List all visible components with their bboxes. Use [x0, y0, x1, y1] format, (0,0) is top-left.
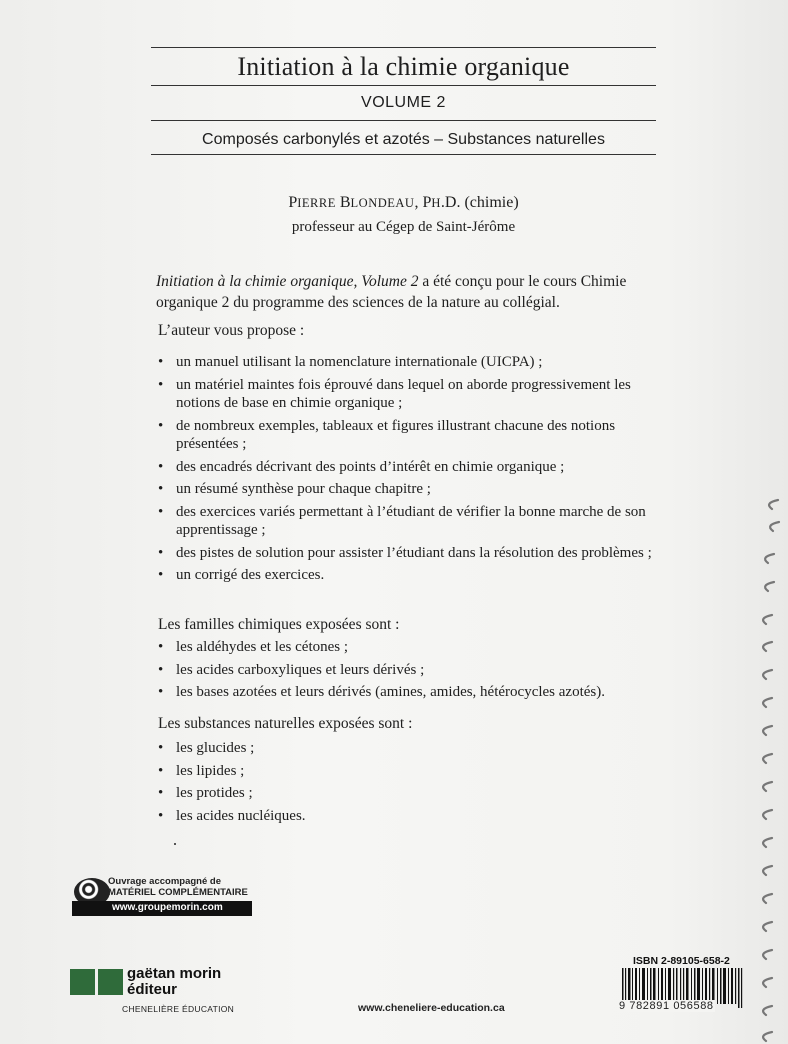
list-item: • un matériel maintes fois éprouvé dans lequel on aborde progressivement les notions de base en chimie organique ;	[158, 376, 658, 413]
top-rule	[151, 47, 656, 48]
families-label: Les familles chimiques exposées sont :	[158, 616, 400, 633]
list-item: • les acides carboxyliques et leurs dérivés ;	[158, 661, 658, 680]
proposals-label: L’auteur vous propose :	[158, 322, 305, 339]
book-title: Initiation à la chimie organique	[237, 52, 570, 81]
spiral-binding	[748, 470, 788, 1044]
list-item: • les aldéhydes et les cétones ;	[158, 638, 658, 657]
book-subtitle: Composés carbonylés et azotés – Substances naturelles	[202, 131, 605, 148]
complementary-material-badge	[72, 876, 252, 916]
publisher-name-line-1: gaëtan morin	[127, 965, 222, 982]
publisher-logo	[70, 967, 260, 1017]
publisher-name-line-2: éditeur	[127, 981, 178, 998]
title-rule	[151, 85, 656, 86]
list-item: • des exercices variés permettant à l’étudiant de vérifier la bonne marche de son apprentissage ;	[158, 503, 658, 540]
families-list	[158, 638, 658, 706]
publisher-website: www.cheneliere-education.ca	[358, 1002, 505, 1014]
list-item: • un corrigé des exercices.	[158, 566, 658, 585]
badge-line-2: MATÉRIEL COMPLÉMENTAIRE	[108, 887, 248, 898]
volume-label: VOLUME 2	[361, 94, 446, 111]
list-item: • des pistes de solution pour assister l’étudiant dans la résolution des problèmes ;	[158, 544, 658, 563]
list-item: • les bases azotées et leurs dérivés (amines, amides, hétérocycles azotés).	[158, 683, 658, 702]
list-item: • les protides ;	[158, 784, 658, 803]
list-item: • un résumé synthèse pour chaque chapitre ;	[158, 480, 658, 499]
badge-line-1: Ouvrage accompagné de	[108, 876, 221, 887]
list-item: • les lipides ;	[158, 762, 658, 781]
intro-paragraph	[156, 271, 656, 313]
substances-list	[158, 739, 658, 829]
intro-text: a été conçu pour le cours Chimie organique 2 du programme des sciences de la nature au collégial.	[156, 273, 627, 311]
badge-url: www.groupemorin.com	[112, 902, 223, 913]
isbn: ISBN 2-89105-658-2	[633, 955, 730, 967]
author-role: professeur au Cégep de Saint-Jérôme	[291, 219, 516, 235]
logo-square-icon	[98, 969, 123, 995]
barcode-number: 9 782891 056588	[619, 1000, 714, 1012]
intro-book-title: Initiation à la chimie organique, Volume 2	[156, 273, 419, 290]
proposals-list	[158, 353, 658, 589]
substances-label: Les substances naturelles exposées sont :	[158, 715, 413, 732]
list-item: • les glucides ;	[158, 739, 658, 758]
subtitle-rule	[151, 154, 656, 155]
stray-mark	[174, 843, 176, 845]
author-name: PIERRE BLONDEAU, PH.D. (chimie)	[288, 194, 519, 211]
publisher-imprint: CHENELIÈRE ÉDUCATION	[122, 1004, 235, 1014]
volume-rule	[151, 120, 656, 121]
list-item: • de nombreux exemples, tableaux et figures illustrant chacune des notions présentées ;	[158, 417, 658, 454]
list-item: • les acides nucléiques.	[158, 807, 658, 826]
list-item: • un manuel utilisant la nomenclature internationale (UICPA) ;	[158, 353, 658, 372]
list-item: • des encadrés décrivant des points d’intérêt en chimie organique ;	[158, 458, 658, 477]
logo-square-icon	[70, 969, 95, 995]
